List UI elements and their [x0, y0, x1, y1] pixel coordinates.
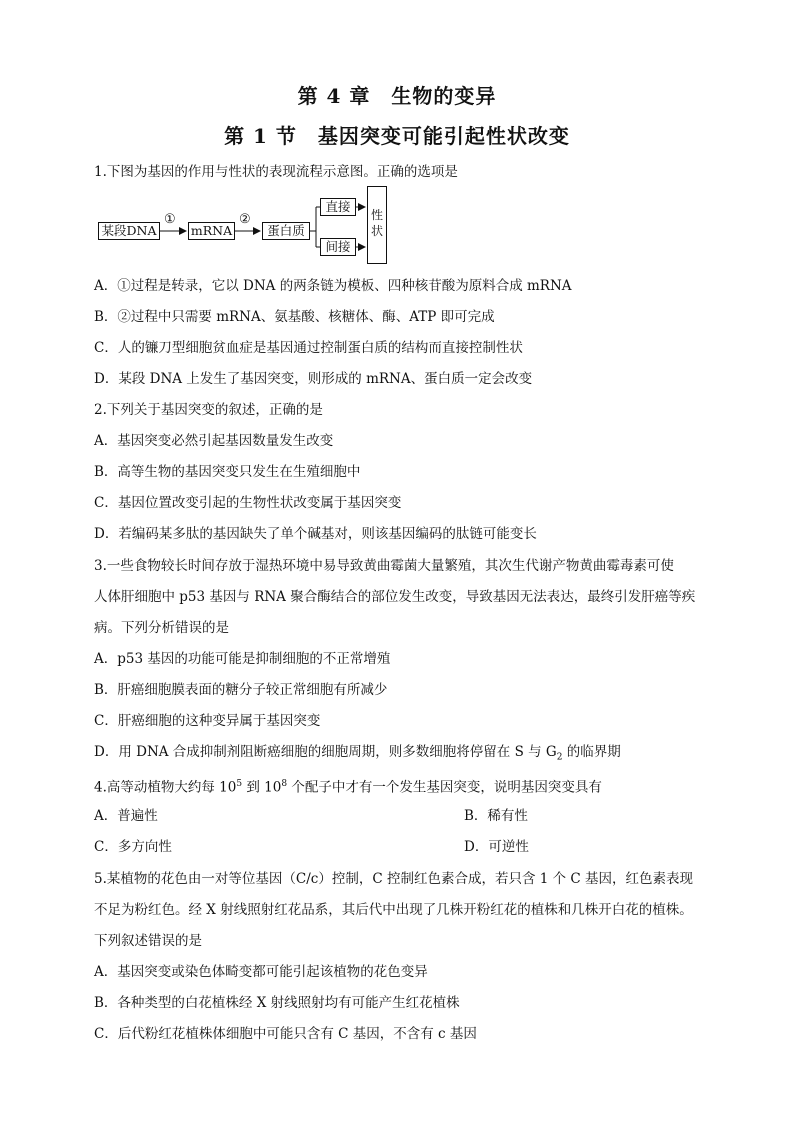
section-title: 第 1 节 基因突变可能引起性状改变	[224, 124, 570, 148]
dna-box: 某段DNA	[98, 222, 160, 240]
q5-stem-line-1: 5.某植物的花色由一对等位基因（C/c）控制，C 控制红色素合成，若只含 1 个 C 基因，红色素表现	[94, 871, 694, 887]
mrna-box: mRNA	[188, 222, 235, 240]
q4-stem	[94, 774, 714, 798]
step1-label: ①	[164, 212, 176, 227]
q3-option-d	[94, 742, 714, 768]
q4-stem-a: 4.高等动植物大约每 10	[94, 779, 237, 796]
q3-option-b: B．肝癌细胞膜表面的糖分子较正常细胞有所减少	[94, 682, 388, 698]
gene-expression-diagram	[98, 186, 398, 266]
q4-options-row-2	[94, 837, 714, 857]
q3-stem-line-3: 病。下列分析错误的是	[94, 620, 229, 636]
q2-option-d: D．若编码某多肽的基因缺失了单个碱基对，则该基因编码的肽链可能变长	[94, 526, 537, 542]
q5-option-a: A．基因突变或染色体畸变都可能引起该植物的花色变异	[94, 964, 428, 980]
q3-option-d-suffix: 的临界期	[562, 744, 621, 760]
q1-option-a: A．①过程是转录，它以 DNA 的两条链为模板、四种核苷酸为原料合成 mRNA	[94, 278, 572, 294]
q1-option-c: C．人的镰刀型细胞贫血症是基因通过控制蛋白质的结构而直接控制性状	[94, 340, 523, 356]
q1-option-b: B．②过程中只需要 mRNA、氨基酸、核糖体、酶、ATP 即可完成	[94, 309, 495, 325]
chapter-title: 第 4 章 生物的变异	[297, 84, 497, 108]
step2-label: ②	[239, 212, 251, 227]
q4-stem-c: 个配子中才有一个发生基因突变，说明基因突变具有	[287, 779, 602, 796]
q3-stem-line-2: 人体肝细胞中 p53 基因与 RNA 聚合酶结合的部位发生改变，导致基因无法表达，最终引发肝癌等疾	[94, 589, 696, 605]
trait-box	[367, 186, 387, 264]
q4-stem-sup-2: 8	[281, 779, 288, 789]
q2-option-b: B．高等生物的基因突变只发生在生殖细胞中	[94, 464, 361, 480]
q3-stem-line-1: 3.一些食物较长时间存放于湿热环境中易导致黄曲霉菌大量繁殖，其次生代谢产物黄曲霉毒素可使	[94, 558, 674, 574]
q2-option-a: A．基因突变必然引起基因数量发生改变	[94, 433, 334, 449]
q4-stem-sup-1: 5	[236, 779, 243, 789]
trait-char-1: 性	[370, 208, 383, 222]
q4-option-c: C．多方向性	[94, 839, 172, 855]
q3-option-d-prefix: D．用 DNA 合成抑制剂阻断癌细胞的细胞周期，则多数细胞将停留在 S 与 G	[94, 744, 557, 760]
q4-options-row-1	[94, 806, 714, 826]
q4-stem-b: 到 10	[242, 779, 282, 796]
protein-box: 蛋白质	[262, 222, 310, 240]
q5-stem-line-3: 下列叙述错误的是	[94, 933, 202, 949]
q3-option-a: A．p53 基因的功能可能是抑制细胞的不正常增殖	[94, 651, 391, 667]
direct-box: 直接	[320, 198, 356, 216]
q5-option-c: C．后代粉红花植株体细胞中可能只含有 C 基因，不含有 c 基因	[94, 1026, 477, 1042]
q2-stem: 2.下列关于基因突变的叙述，正确的是	[94, 402, 323, 418]
q1-stem: 1.下图为基因的作用与性状的表现流程示意图。正确的选项是	[94, 164, 458, 180]
q5-stem-line-2: 不足为粉红色。经 X 射线照射红花品系，其后代中出现了几株开粉红花的植株和几株开白花的植株。	[94, 902, 693, 918]
q2-option-c: C．基因位置改变引起的生物性状改变属于基因突变	[94, 495, 402, 511]
q3-option-d-subscript: 2	[556, 752, 563, 763]
q5-option-b: B．各种类型的白花植株经 X 射线照射均有可能产生红花植株	[94, 995, 460, 1011]
indirect-box: 间接	[320, 238, 356, 256]
q4-option-b: B．稀有性	[464, 808, 528, 824]
q1-option-d: D．某段 DNA 上发生了基因突变，则形成的 mRNA、蛋白质一定会改变	[94, 371, 533, 387]
trait-char-2: 状	[370, 224, 383, 238]
q3-option-c: C．肝癌细胞的这种变异属于基因突变	[94, 713, 321, 729]
q4-option-d: D．可逆性	[464, 839, 529, 855]
q4-option-a: A．普遍性	[94, 808, 158, 824]
